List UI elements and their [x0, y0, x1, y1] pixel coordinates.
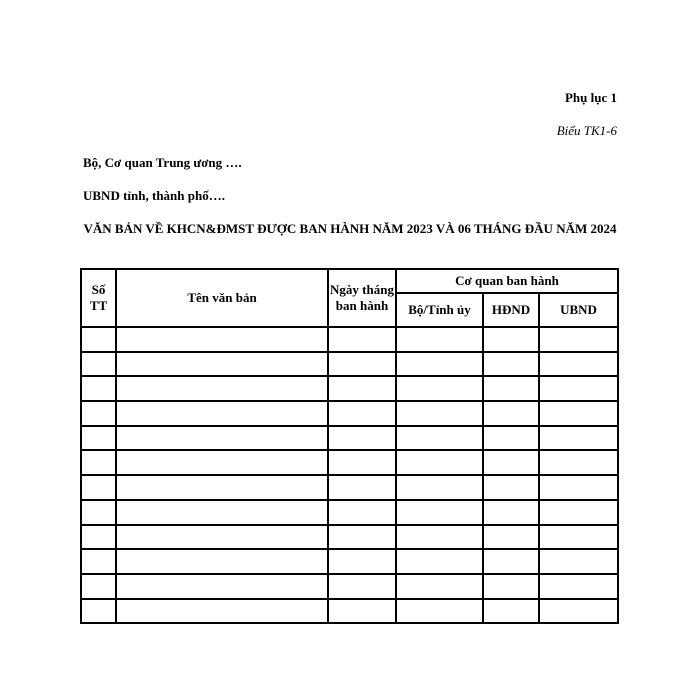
table-cell	[483, 549, 539, 574]
table-cell	[539, 500, 618, 525]
table-cell	[483, 327, 539, 352]
table-cell	[396, 450, 483, 475]
table-cell	[81, 401, 116, 426]
table-cell	[539, 450, 618, 475]
table-row	[81, 450, 618, 475]
table-cell	[483, 450, 539, 475]
table-cell	[483, 376, 539, 401]
header-hdnd: HĐND	[483, 293, 539, 327]
table-cell	[328, 352, 396, 377]
table-cell	[81, 475, 116, 500]
table-cell	[539, 327, 618, 352]
header-ministry: Bộ/Tỉnh ủy	[396, 293, 483, 327]
table-cell	[81, 426, 116, 451]
table-row	[81, 475, 618, 500]
table-cell	[396, 525, 483, 550]
table-cell	[116, 401, 328, 426]
table-cell	[539, 426, 618, 451]
table-cell	[539, 599, 618, 624]
table-cell	[539, 525, 618, 550]
table-cell	[396, 574, 483, 599]
header-issuing-agency: Cơ quan ban hành	[396, 269, 618, 293]
table-cell	[483, 525, 539, 550]
table-cell	[483, 401, 539, 426]
table-cell	[483, 599, 539, 624]
header-document-name: Tên văn bản	[116, 269, 328, 327]
table-cell	[328, 376, 396, 401]
table-cell	[81, 450, 116, 475]
header-issue-date: Ngày tháng ban hành	[328, 269, 396, 327]
table-row	[81, 500, 618, 525]
table-cell	[396, 475, 483, 500]
document-title: VĂN BẢN VỀ KHCN&ĐMST ĐƯỢC BAN HÀNH NĂM 2023 VÀ 06 THÁNG ĐẦU NĂM 2024	[83, 221, 617, 236]
table-cell	[539, 574, 618, 599]
table-cell	[328, 500, 396, 525]
documents-table	[80, 268, 619, 624]
table-cell	[116, 426, 328, 451]
table-row	[81, 549, 618, 574]
table-header-row	[81, 269, 618, 293]
table-row	[81, 327, 618, 352]
table-cell	[396, 599, 483, 624]
table-cell	[396, 401, 483, 426]
table-cell	[116, 500, 328, 525]
table-cell	[81, 574, 116, 599]
table-cell	[483, 500, 539, 525]
table-cell	[396, 549, 483, 574]
org-line-ministry: Bộ, Cơ quan Trung ương ….	[83, 155, 242, 170]
table-cell	[116, 549, 328, 574]
table-cell	[116, 574, 328, 599]
table-cell	[116, 376, 328, 401]
table-cell	[539, 475, 618, 500]
header-ubnd: UBND	[539, 293, 618, 327]
table-cell	[328, 327, 396, 352]
table-cell	[81, 327, 116, 352]
table-cell	[81, 599, 116, 624]
table-cell	[328, 599, 396, 624]
table-cell	[483, 426, 539, 451]
table-cell	[116, 525, 328, 550]
table-cell	[396, 426, 483, 451]
table-cell	[116, 599, 328, 624]
header-stt: Số TT	[81, 269, 116, 327]
table-cell	[81, 549, 116, 574]
table-row	[81, 574, 618, 599]
table-cell	[483, 352, 539, 377]
table-cell	[328, 574, 396, 599]
table-cell	[483, 475, 539, 500]
table-row	[81, 352, 618, 377]
table-cell	[539, 549, 618, 574]
org-line-province: UBND tỉnh, thành phố….	[83, 188, 225, 203]
table-cell	[116, 450, 328, 475]
table-cell	[116, 352, 328, 377]
table-row	[81, 525, 618, 550]
table-cell	[539, 401, 618, 426]
table-cell	[328, 401, 396, 426]
table-cell	[396, 500, 483, 525]
table-row	[81, 426, 618, 451]
table-cell	[328, 450, 396, 475]
table-row	[81, 401, 618, 426]
table-cell	[81, 525, 116, 550]
table-cell	[328, 475, 396, 500]
table-cell	[81, 352, 116, 377]
table-cell	[396, 352, 483, 377]
form-code: Biểu TK1-6	[556, 123, 617, 138]
table-cell	[328, 426, 396, 451]
table-body	[81, 327, 618, 623]
table-cell	[81, 376, 116, 401]
table-cell	[396, 376, 483, 401]
table-cell	[396, 327, 483, 352]
table-cell	[483, 574, 539, 599]
table-row	[81, 376, 618, 401]
table-cell	[81, 500, 116, 525]
table-cell	[328, 525, 396, 550]
table-cell	[116, 475, 328, 500]
table-cell	[539, 352, 618, 377]
table-cell	[116, 327, 328, 352]
appendix-label: Phụ lục 1	[564, 90, 617, 105]
table-cell	[539, 376, 618, 401]
table-cell	[328, 549, 396, 574]
table-row	[81, 599, 618, 624]
